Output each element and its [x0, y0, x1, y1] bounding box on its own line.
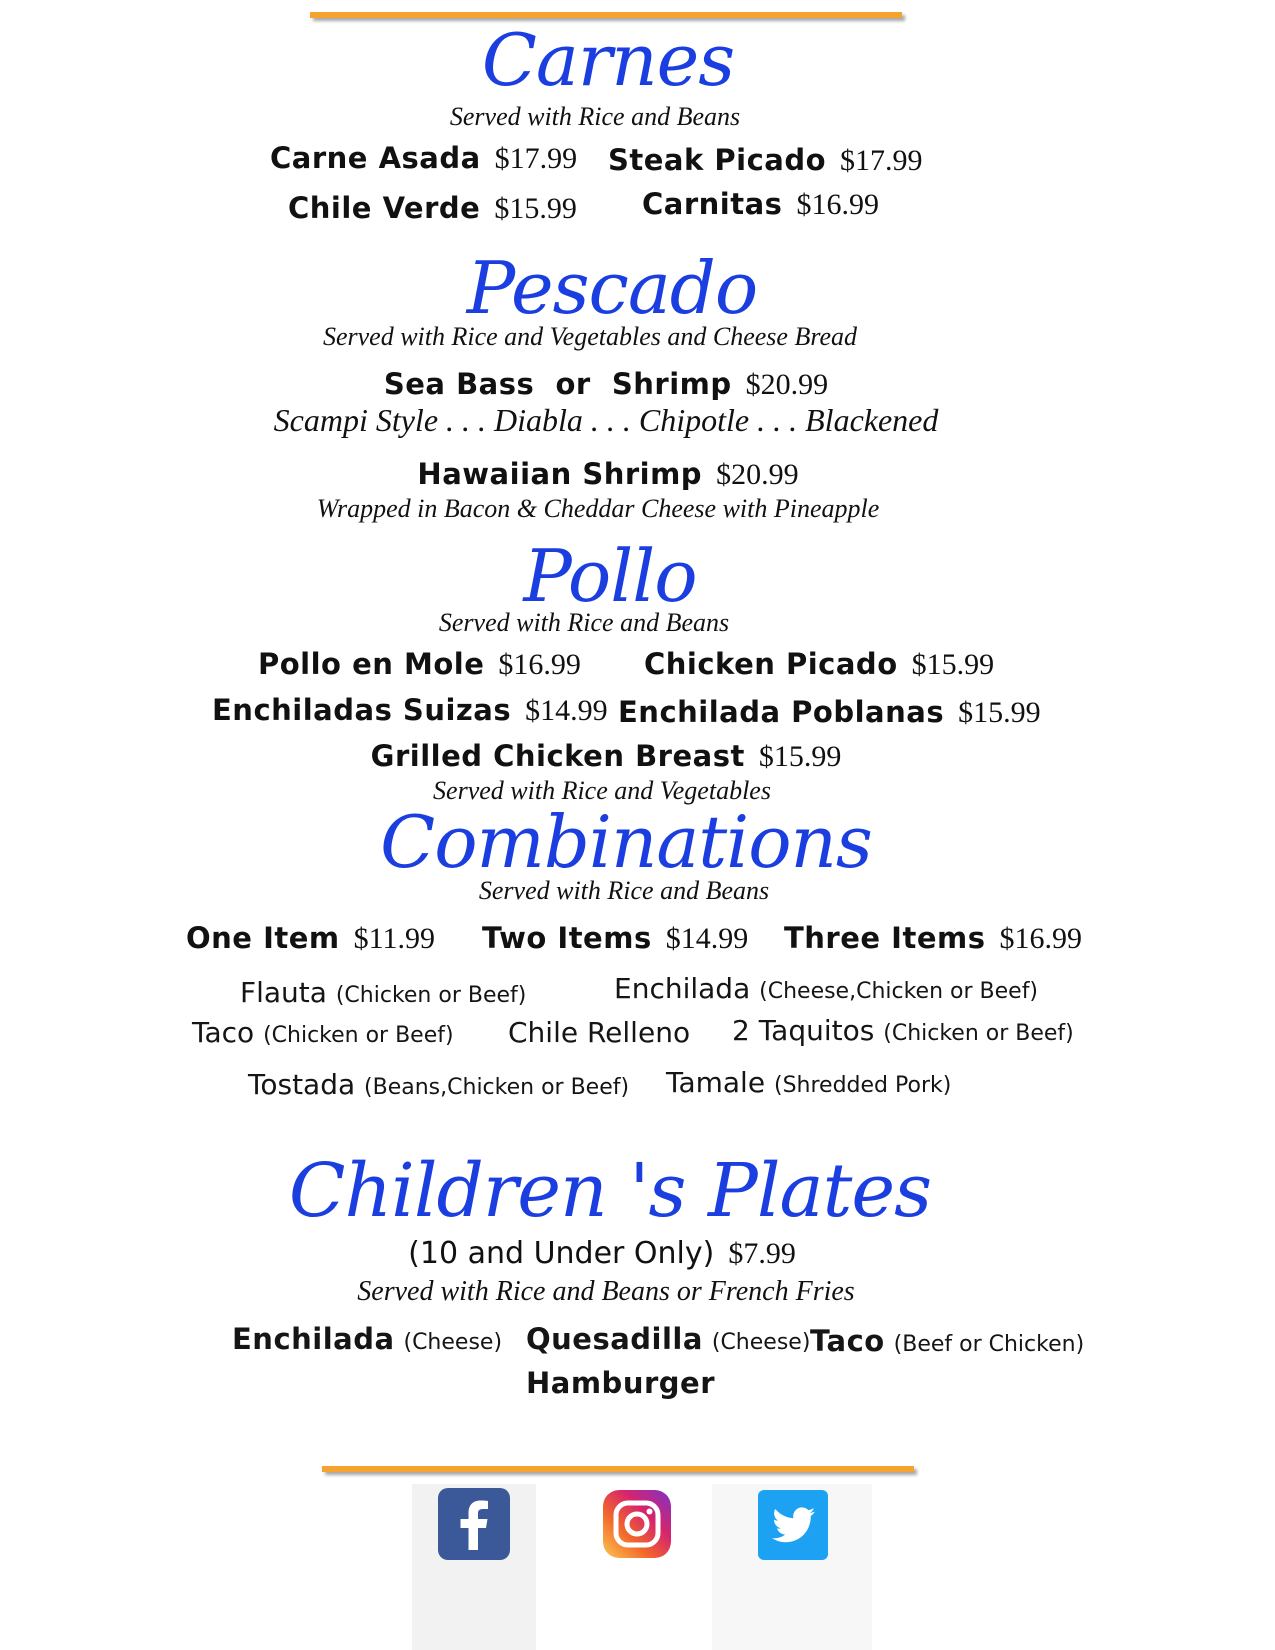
item-name: Carnitas: [642, 187, 783, 221]
item-price: $15.99: [911, 648, 995, 681]
option-name: Chile Relleno: [508, 1016, 691, 1049]
item-name: Quesadilla: [526, 1322, 703, 1356]
combo-option: [240, 976, 526, 1009]
combo-tier: [186, 918, 435, 956]
item-name: Chicken Picado: [644, 647, 898, 681]
item-price: $14.99: [665, 922, 749, 955]
item-price: $16.99: [999, 922, 1082, 955]
item-name: Taco: [810, 1324, 885, 1358]
instagram-icon[interactable]: [603, 1490, 671, 1558]
combo-option: [248, 1068, 629, 1101]
item-price: $15.99: [958, 696, 1041, 729]
item-price: $17.99: [494, 142, 578, 175]
child-item: [526, 1366, 715, 1400]
option-note: (Chicken or Beef): [263, 1023, 454, 1048]
combo-option: [732, 1014, 1074, 1047]
item-price: $15.99: [758, 740, 842, 773]
option-name: Tostada: [248, 1068, 356, 1101]
item-price: $20.99: [745, 368, 829, 401]
pollo-subtitle: Served with Rice and Beans: [438, 608, 730, 637]
combo-option: [666, 1066, 951, 1099]
item-name: Chile Verde: [288, 191, 481, 225]
option-note: (Beans,Chicken or Beef): [364, 1075, 630, 1100]
item-price: $20.99: [716, 458, 799, 491]
pescado-styles: Scampi Style . . . Diabla . . . Chipotle . . . Blackened: [273, 402, 939, 438]
pollo-heading: Pollo: [523, 534, 697, 618]
option-note: (Shredded Pork): [773, 1073, 952, 1098]
hawaiian-description: Wrapped in Bacon & Cheddar Cheese with Pineapple: [316, 494, 880, 523]
age-note: (10 and Under Only): [408, 1236, 715, 1271]
childrens-subtitle: Served with Rice and Beans or French Fries: [357, 1276, 855, 1307]
item-name: Enchilada Poblanas: [618, 695, 945, 729]
menu-item: [618, 692, 1041, 730]
item-note: (Beef or Chicken): [893, 1332, 1085, 1357]
childrens-plates-heading: Children 's Plates: [288, 1148, 932, 1234]
bottom-divider: [322, 1466, 914, 1472]
facebook-icon[interactable]: [438, 1488, 510, 1560]
option-note: (Chicken or Beef): [883, 1021, 1074, 1046]
childrens-age-price: [408, 1236, 796, 1271]
grilled-description: Served with Rice and Vegetables: [433, 776, 771, 805]
option-name: Enchilada: [614, 972, 751, 1005]
menu-item: [417, 454, 798, 492]
item-name: Enchiladas Suizas: [212, 693, 512, 727]
item-name: Sea Bass or Shrimp: [383, 367, 732, 401]
twitter-icon[interactable]: [758, 1490, 828, 1560]
option-name: 2 Taquitos: [732, 1014, 875, 1047]
option-note: (Cheese,Chicken or Beef): [759, 979, 1039, 1004]
menu-item: [608, 140, 923, 178]
child-item: [526, 1322, 810, 1356]
option-name: Tamale: [666, 1066, 766, 1099]
menu-item: [371, 736, 842, 774]
item-name: One Item: [186, 921, 340, 955]
pescado-heading: Pescado: [466, 246, 758, 330]
item-name: Steak Picado: [608, 143, 827, 177]
menu-item: [644, 644, 994, 682]
item-name: Carne Asada: [270, 141, 481, 175]
item-price: $16.99: [498, 648, 581, 681]
item-price: $11.99: [353, 922, 435, 955]
menu-item: [288, 188, 577, 226]
combo-option: [192, 1016, 454, 1049]
option-note: (Chicken or Beef): [335, 983, 527, 1008]
item-name: Enchilada: [232, 1322, 395, 1356]
item-note: (Cheese): [711, 1330, 811, 1355]
combo-option: [614, 972, 1038, 1005]
child-item: [232, 1322, 502, 1356]
item-name: Grilled Chicken Breast: [370, 739, 745, 773]
combinations-heading: Combinations: [380, 800, 872, 884]
item-price: $15.99: [494, 192, 577, 225]
item-note: (Cheese): [403, 1330, 503, 1355]
item-name: Hamburger: [526, 1366, 715, 1400]
menu-item: [258, 644, 581, 682]
item-name: Two Items: [482, 921, 652, 955]
child-item: [810, 1324, 1084, 1358]
item-name: Pollo en Mole: [258, 647, 485, 681]
item-name: Three Items: [784, 921, 986, 955]
menu-item: [270, 138, 577, 176]
combo-tier: [784, 918, 1082, 956]
combo-option: [508, 1016, 690, 1049]
item-price: $14.99: [525, 694, 608, 727]
option-name: Flauta: [240, 976, 327, 1009]
combo-tier: [482, 918, 748, 956]
item-name: Hawaiian Shrimp: [417, 457, 703, 491]
item-price: $7.99: [728, 1237, 796, 1270]
menu-item: [642, 184, 879, 222]
carnes-subtitle: Served with Rice and Beans: [449, 102, 741, 131]
item-price: $16.99: [796, 188, 879, 221]
combinations-subtitle: Served with Rice and Beans: [478, 876, 770, 905]
pescado-subtitle: Served with Rice and Vegetables and Cheese Bread: [322, 322, 858, 351]
menu-item: [212, 690, 608, 728]
item-price: $17.99: [840, 144, 923, 177]
carnes-heading: Carnes: [481, 18, 735, 102]
option-name: Taco: [192, 1016, 255, 1049]
menu-item: [384, 364, 828, 402]
